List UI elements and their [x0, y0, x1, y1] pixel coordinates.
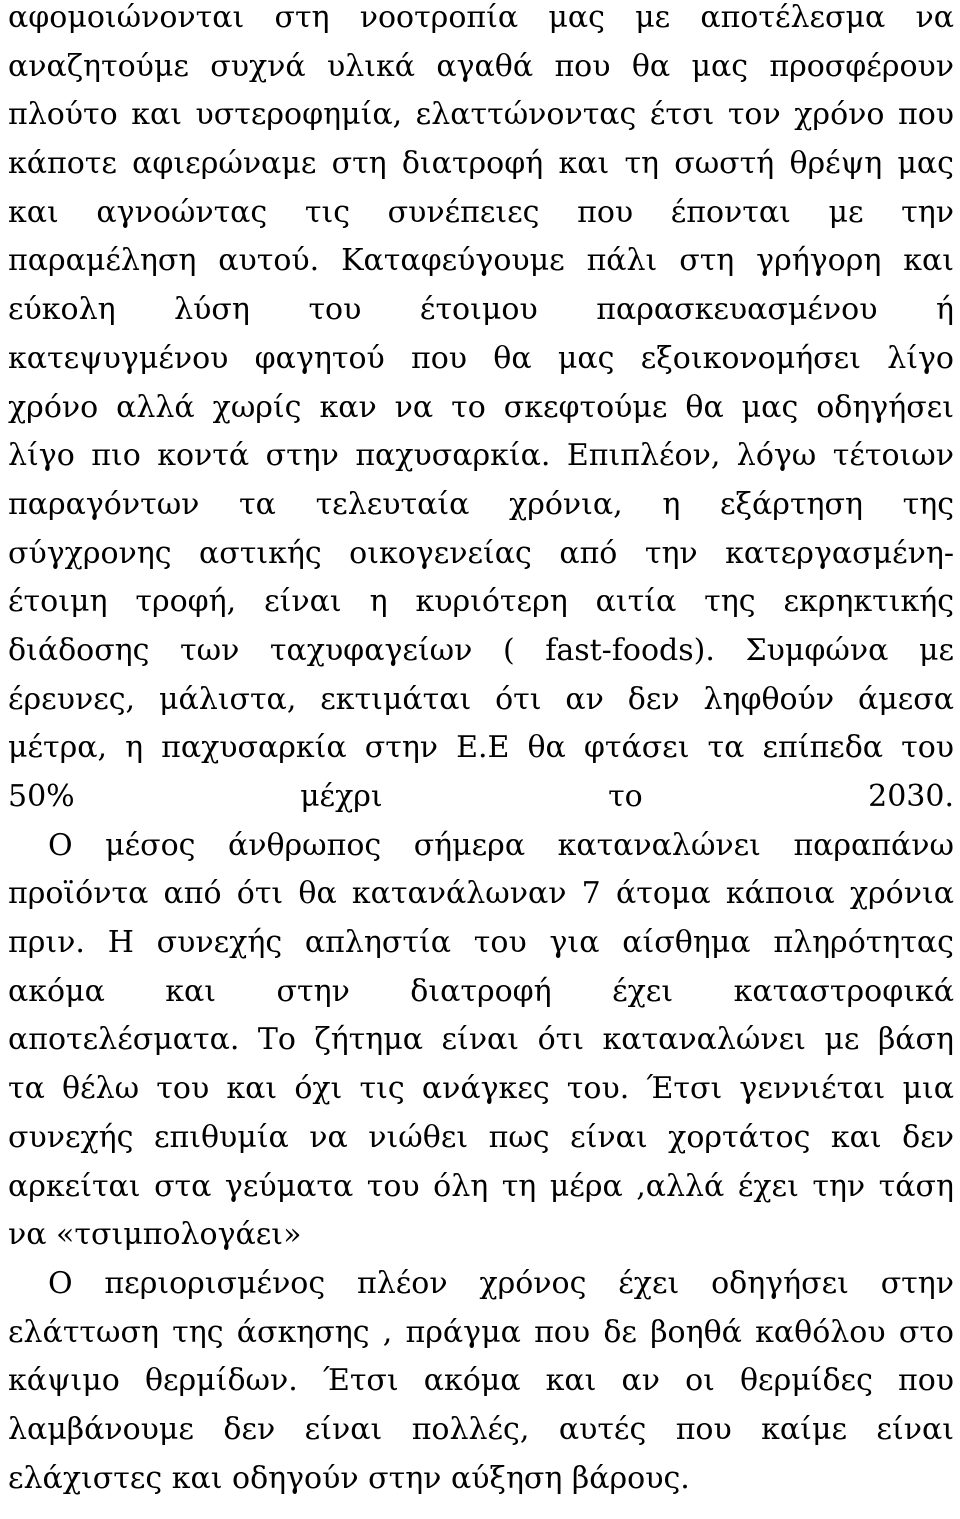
paragraph-1: [8, 0, 954, 822]
text-line: αποτελέσματα. Το ζήτημα είναι ότι καταναλώνει με βάση: [8, 1022, 954, 1058]
text-line: κατεψυγμένου φαγητού που θα μας εξοικονομήσει λίγο: [8, 340, 954, 376]
text-line: έτοιμη τροφή, είναι η κυριότερη αιτία της εκρηκτικής: [8, 584, 954, 620]
text-line: ελάττωση της άσκησης , πράγμα που δε βοηθά καθόλου στο: [8, 1314, 954, 1350]
text-line: συνεχής επιθυμία να νιώθει πως είναι χορτάτος και δεν: [8, 1119, 954, 1155]
text-line: προϊόντα από ότι θα κατανάλωναν 7 άτομα κάποια χρόνια: [8, 876, 954, 912]
text-line: και αγνοώντας τις συνέπειες που έπονται με την: [8, 194, 954, 230]
text-line: κάποτε αφιερώναμε στη διατροφή και τη σωστή θρέψη μας: [8, 146, 954, 182]
text-line: λαμβάνουμε δεν είναι πολλές, αυτές που καίμε είναι: [8, 1411, 954, 1447]
text-line: παραγόντων τα τελευταία χρόνια, η εξάρτηση της: [8, 486, 954, 522]
text-line: πλούτο και υστεροφημία, ελαττώνοντας έτσι τον χρόνο που: [8, 97, 954, 133]
text-line: τα θέλω του και όχι τις ανάγκες του. Έτσι γεννιέται μια: [8, 1071, 954, 1107]
text-line: έρευνες, μάλιστα, εκτιμάται ότι αν δεν ληφθούν άμεσα: [8, 681, 954, 717]
text-line: χρόνο αλλά χωρίς καν να το σκεφτούμε θα μας οδηγήσει: [8, 389, 954, 425]
text-line: εύκολη λύση του έτοιμου παρασκευασμένου ή: [8, 292, 954, 328]
text-line: λίγο πιο κοντά στην παχυσαρκία. Επιπλέον, λόγω τέτοιων: [8, 438, 954, 474]
text-line: μέτρα, η παχυσαρκία στην Ε.Ε θα φτάσει τα επίπεδα του: [8, 730, 954, 766]
text-line: αρκείται στα γεύματα του όλη τη μέρα ,αλλά έχει την τάση: [8, 1168, 954, 1204]
text-line: αναζητούμε συχνά υλικά αγαθά που θα μας προσφέρουν: [8, 48, 954, 84]
text-line: σύγχρονης αστικής οικογενείας από την κατεργασμένη-: [8, 535, 954, 571]
paragraph-3: [8, 1260, 954, 1503]
paragraph-2: [8, 822, 954, 1260]
text-line: ελάχιστες και οδηγούν στην αύξηση βάρους.: [8, 1460, 690, 1496]
text-line: κάψιμο θερμίδων. Έτσι ακόμα και αν οι θερμίδες που: [8, 1363, 954, 1399]
text-line: 50% μέχρι το 2030.: [8, 779, 954, 814]
text-line: πριν. Η συνεχής απληστία του για αίσθημα πληρότητας: [8, 925, 954, 961]
text-line: διάδοσης των ταχυφαγείων ( fast-foods). Συμφώνα με: [8, 632, 954, 668]
text-line: ακόμα και στην διατροφή έχει καταστροφικά: [8, 973, 954, 1009]
text-line: να «τσιμπολογάει»: [8, 1217, 302, 1253]
text-line: παραμέληση αυτού. Καταφεύγουμε πάλι στη γρήγορη και: [8, 243, 954, 279]
text-line: Ο μέσος άνθρωπος σήμερα καταναλώνει παραπάνω: [48, 827, 954, 863]
text-line: Ο περιορισμένος πλέον χρόνος έχει οδηγήσει στην: [48, 1265, 954, 1301]
text-line: αφομοιώνονται στη νοοτροπία μας με αποτέλεσμα να: [8, 0, 954, 35]
